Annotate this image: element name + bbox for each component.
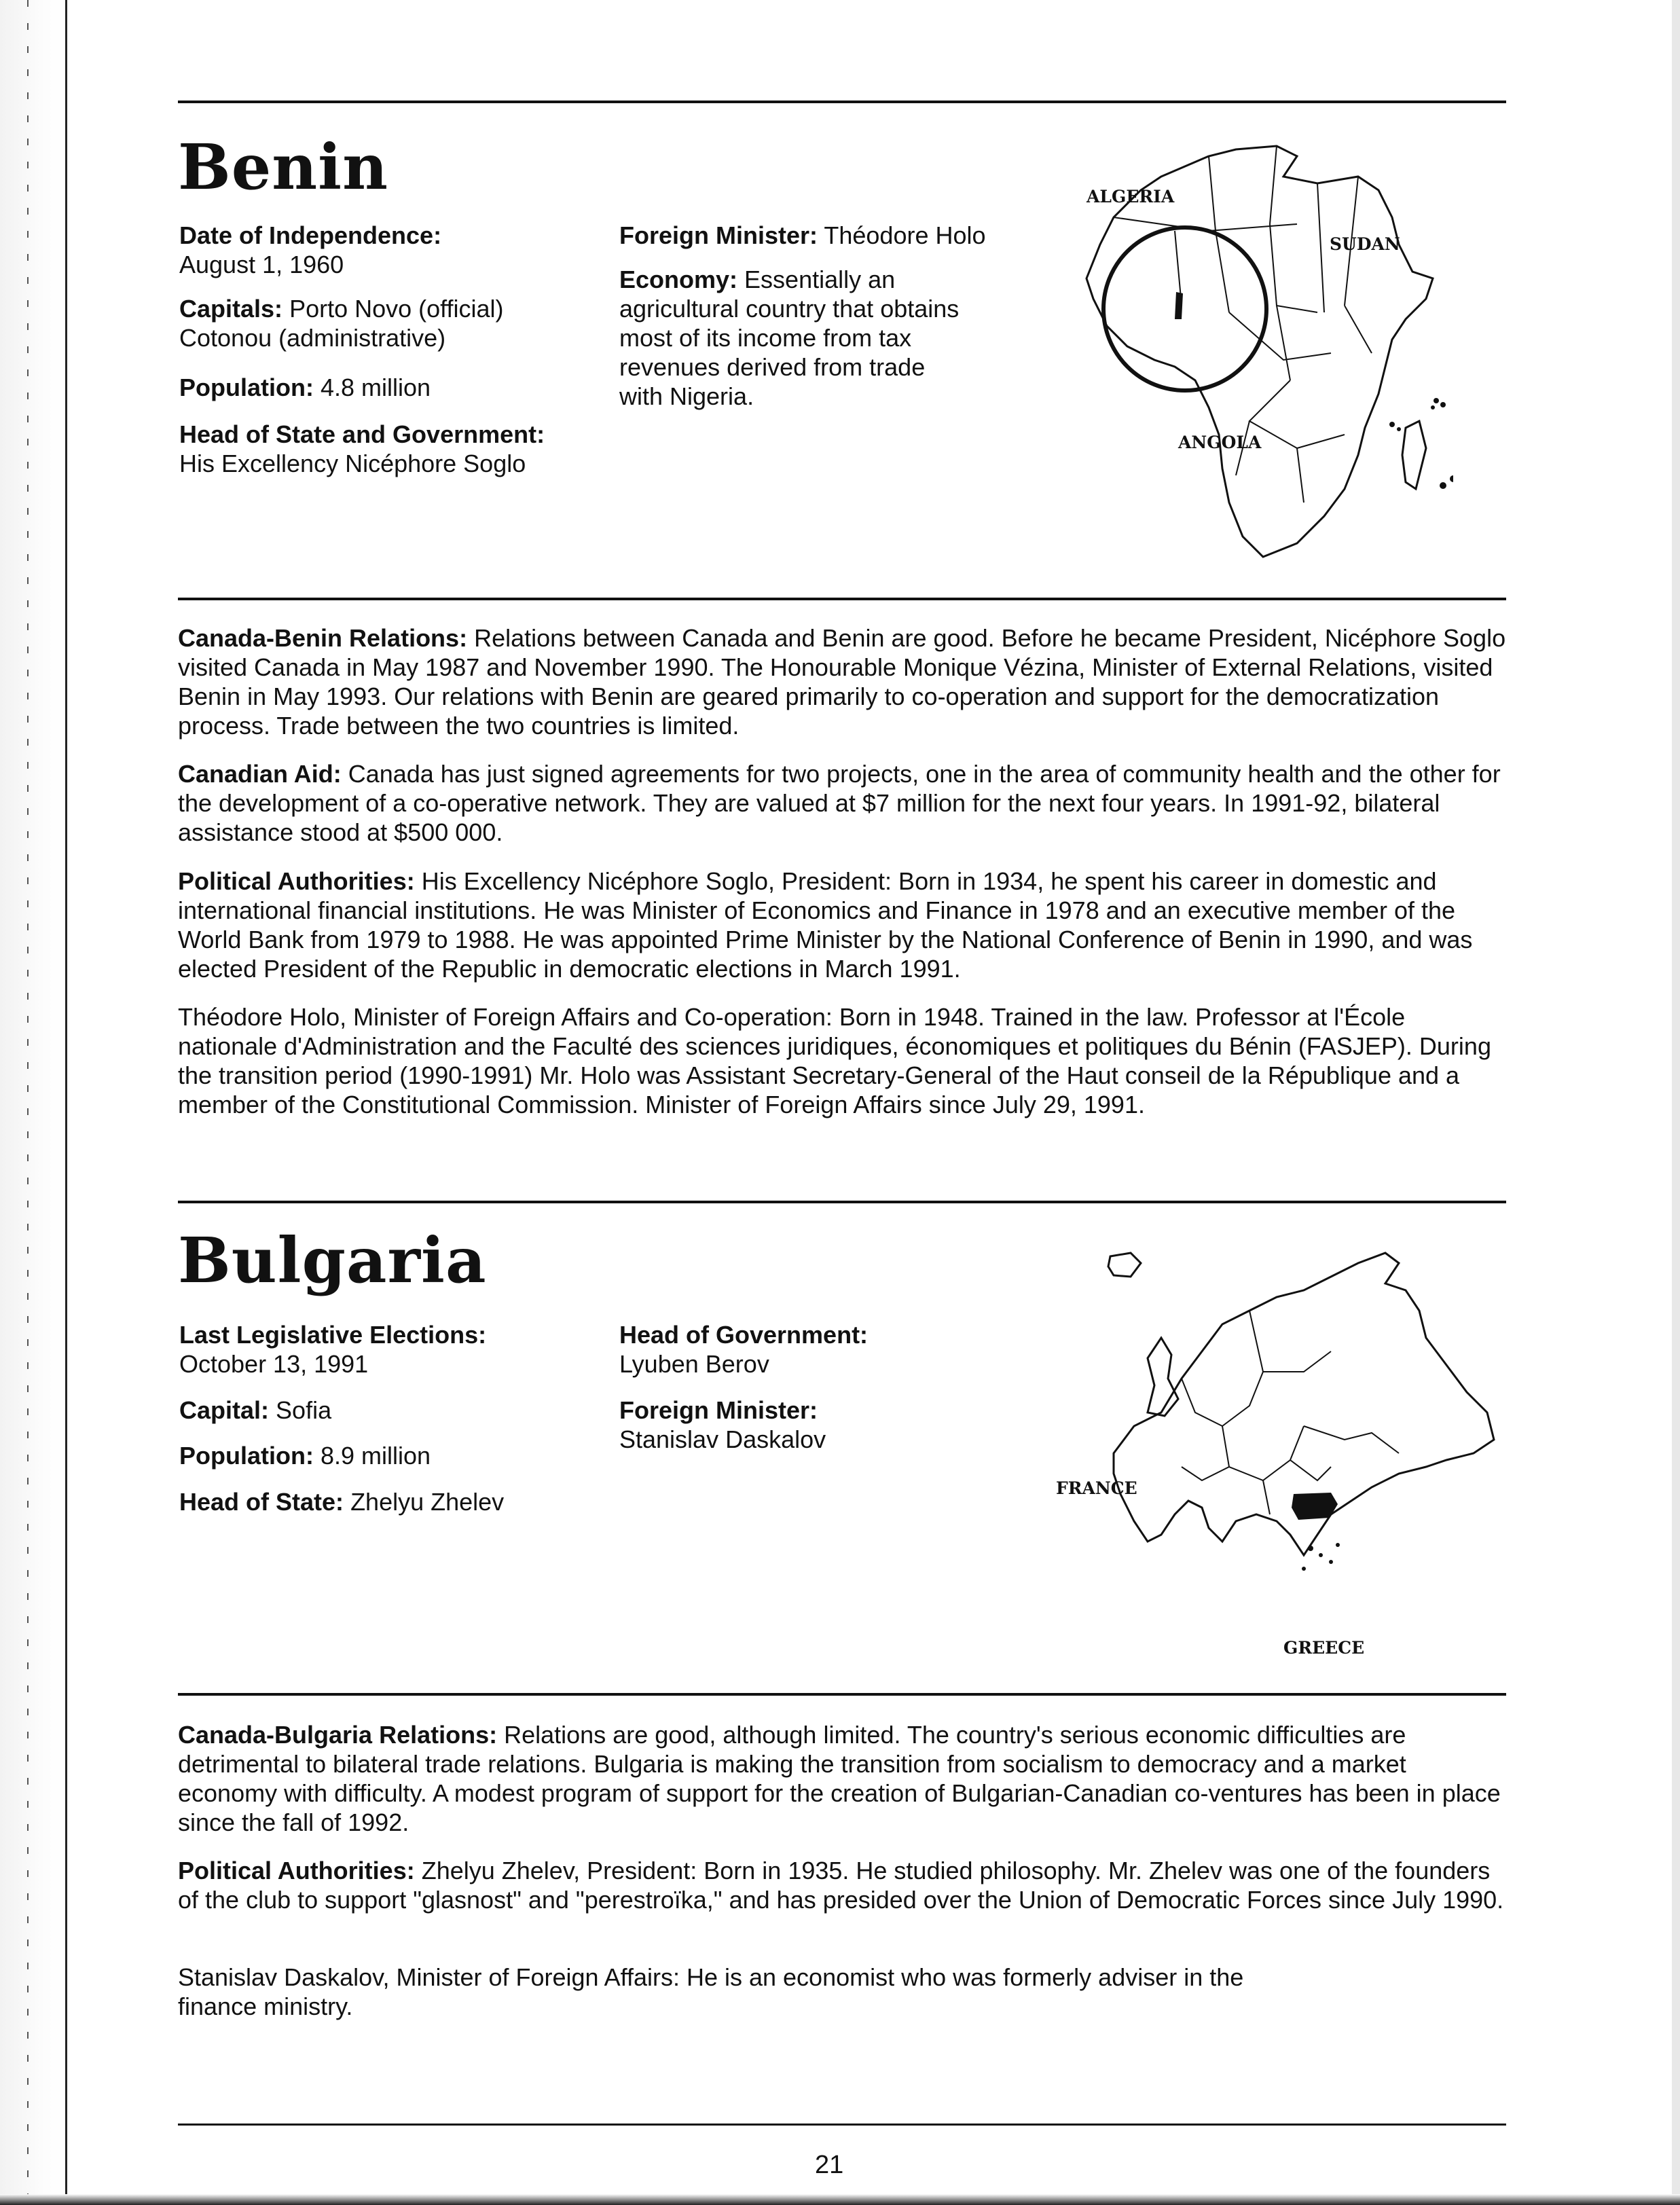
- bulgaria-foreign-minister: [619, 1396, 1040, 1454]
- bulgaria-middle-rule: [178, 1693, 1506, 1696]
- paragraph-text: Relations between Canada and Benin are good. Before he became President, Nicéphore Soglo visited Canada in May 1987 and November 1990. The Honourable Monique Vézina, Minister of External Relations, visited Benin in May 1993. Our relations with Benin are geared primarily to co-operation and support for the democratization process. Trade between the two countries is limited.: [178, 624, 1506, 740]
- bulgaria-top-rule: [178, 1201, 1506, 1203]
- benin-top-rule: [178, 101, 1506, 103]
- madagascar-shape: [1402, 421, 1426, 489]
- benin-foreign-minister: [619, 221, 1054, 250]
- label-france: FRANCE: [1056, 1478, 1137, 1498]
- benin-economy: [619, 265, 1054, 411]
- bulgaria-title: Bulgaria: [178, 1224, 487, 1297]
- canada-benin-relations: [178, 623, 1509, 740]
- field-value: Zhelyu Zhelev: [350, 1488, 505, 1516]
- benin-political-authorities: [178, 867, 1509, 983]
- field-label: Last Legislative Elections:: [179, 1321, 487, 1349]
- paragraph-label: Canadian Aid:: [178, 760, 342, 788]
- scan-left-margin: [0, 0, 75, 2205]
- island-dots: [1389, 398, 1453, 489]
- paragraph-text: His Excellency Nicéphore Soglo, President: Born in 1934, he spent his career in domestic and international financial institutions. He was Minister of Economics and Finance in 1978 and an executive member of the World Bank from 1979 to 1988. He was appointed Prime Minister by the National Conference of Benin in 1990, and was elected President of the Republic in democratic elections in March 1991.: [178, 867, 1473, 983]
- field-value: Porto Novo (official): [289, 295, 504, 323]
- canadian-aid: [178, 759, 1509, 847]
- bulgaria-capital: [179, 1396, 600, 1425]
- field-value: 8.9 million: [320, 1442, 431, 1470]
- field-value: Stanislav Daskalov: [619, 1425, 826, 1453]
- field-label: Economy:: [619, 266, 738, 293]
- paragraph-text: Canada has just signed agreements for two projects, one in the area of community health and the other for the development of a co-operative network. They are valued at $7 million for the next four years. In 1991-92, bilateral assistance stood at $500 000.: [178, 760, 1501, 846]
- field-label: Head of Government:: [619, 1321, 869, 1349]
- paragraph-text: Stanislav Daskalov, Minister of Foreign Affairs: He is an economist who was formerly adviser in the finance ministry.: [178, 1963, 1244, 2020]
- scan-right-edge: [1672, 0, 1680, 2205]
- field-value: Cotonou (administrative): [179, 324, 446, 352]
- field-label: Date of Independence:: [179, 221, 442, 249]
- africa-outline-shape: [1086, 146, 1433, 557]
- scan-edge-dashes: [27, 0, 29, 2205]
- paragraph-label: Canada-Bulgaria Relations:: [178, 1721, 498, 1749]
- britain-shape: [1148, 1338, 1178, 1416]
- benin-head-of-state: [179, 420, 641, 478]
- paragraph-text: Zhelyu Zhelev, President: Born in 1935. He studied philosophy. Mr. Zhelev was one of the founders of the club to support "glasnost" and "perestroïka," and has presided over the Union of Democratic Forces since July 1990.: [178, 1857, 1504, 1914]
- field-label: Population:: [179, 1442, 314, 1470]
- field-label: Foreign Minister:: [619, 1396, 818, 1424]
- bulgaria-population: [179, 1441, 600, 1470]
- europe-map: [1046, 1236, 1508, 1657]
- benin-foreign-minister-bio: [178, 1002, 1509, 1119]
- field-value: Théodore Holo: [824, 221, 986, 249]
- benin-independence: [179, 221, 600, 279]
- bulgaria-foreign-minister-bio: [178, 1963, 1305, 2021]
- iceland-shape: [1108, 1253, 1141, 1277]
- paragraph-label: Political Authorities:: [178, 867, 415, 895]
- footer-rule: [178, 2124, 1506, 2126]
- page-number: 21: [815, 2151, 844, 2179]
- field-value: Lyuben Berov: [619, 1350, 769, 1378]
- field-value: Essentially an: [744, 266, 896, 293]
- field-value: with Nigeria.: [619, 382, 754, 410]
- paragraph-text: Théodore Holo, Minister of Foreign Affairs and Co-operation: Born in 1948. Trained in the law. Professor at l'École nationale d'Administration and the Faculté des sciences juridiques, économiques et politiques du Bénin (FASJEP). During the transition period (1990-1991) Mr. Holo was Assistant Secretary-General of the Haut conseil de la République and a member of the Constitutional Commission. Minister of Foreign Affairs since July 29, 1991.: [178, 1003, 1491, 1118]
- paragraph-text: Relations are good, although limited. The country's serious economic difficulties are detrimental to bilateral trade relations. Bulgaria is making the transition from socialism to democracy and a market economy with difficulty. A modest program of support for the creation of Bulgarian-Canadian co-ventures has been in place since the fall of 1992.: [178, 1721, 1501, 1836]
- benin-capitals: [179, 294, 600, 352]
- bulgaria-head-of-state: [179, 1487, 600, 1516]
- field-label: Capitals:: [179, 295, 283, 323]
- field-value: August 1, 1960: [179, 251, 344, 278]
- benin-title: Benin: [178, 130, 389, 204]
- field-label: Population:: [179, 373, 314, 401]
- paragraph-label: Political Authorities:: [178, 1857, 415, 1884]
- benin-population: [179, 373, 600, 402]
- europe-borders: [1182, 1311, 1399, 1514]
- label-greece: GREECE: [1283, 1638, 1365, 1657]
- field-value: agricultural country that obtains: [619, 295, 960, 323]
- field-value: October 13, 1991: [179, 1350, 369, 1378]
- label-angola: ANGOLA: [1178, 433, 1262, 452]
- field-label: Head of State:: [179, 1488, 344, 1516]
- paragraph-label: Canada-Benin Relations:: [178, 624, 468, 652]
- canada-bulgaria-relations: [178, 1720, 1509, 1837]
- benin-middle-rule: [178, 598, 1506, 600]
- field-label: Head of State and Government:: [179, 420, 545, 448]
- field-label: Capital:: [179, 1396, 270, 1424]
- field-value: His Excellency Nicéphore Soglo: [179, 450, 526, 477]
- field-label: Foreign Minister:: [619, 221, 818, 249]
- field-value: 4.8 million: [320, 373, 431, 401]
- greek-islands: [1302, 1543, 1340, 1571]
- bulgaria-head-of-government: [619, 1320, 1040, 1379]
- field-value: Sofia: [276, 1396, 332, 1424]
- africa-map: [1073, 136, 1453, 577]
- label-sudan: SUDAN: [1330, 234, 1400, 254]
- scan-bottom-edge: [0, 2194, 1680, 2205]
- bulgaria-elections: [179, 1320, 600, 1379]
- label-algeria: ALGERIA: [1086, 187, 1175, 206]
- bulgaria-political-authorities: [178, 1856, 1509, 1914]
- scan-binding-line: [65, 0, 67, 2205]
- field-value: most of its income from tax: [619, 324, 912, 352]
- benin-highlight: [1175, 292, 1183, 319]
- field-value: revenues derived from trade: [619, 353, 926, 381]
- benin-region-circle: [1103, 227, 1266, 390]
